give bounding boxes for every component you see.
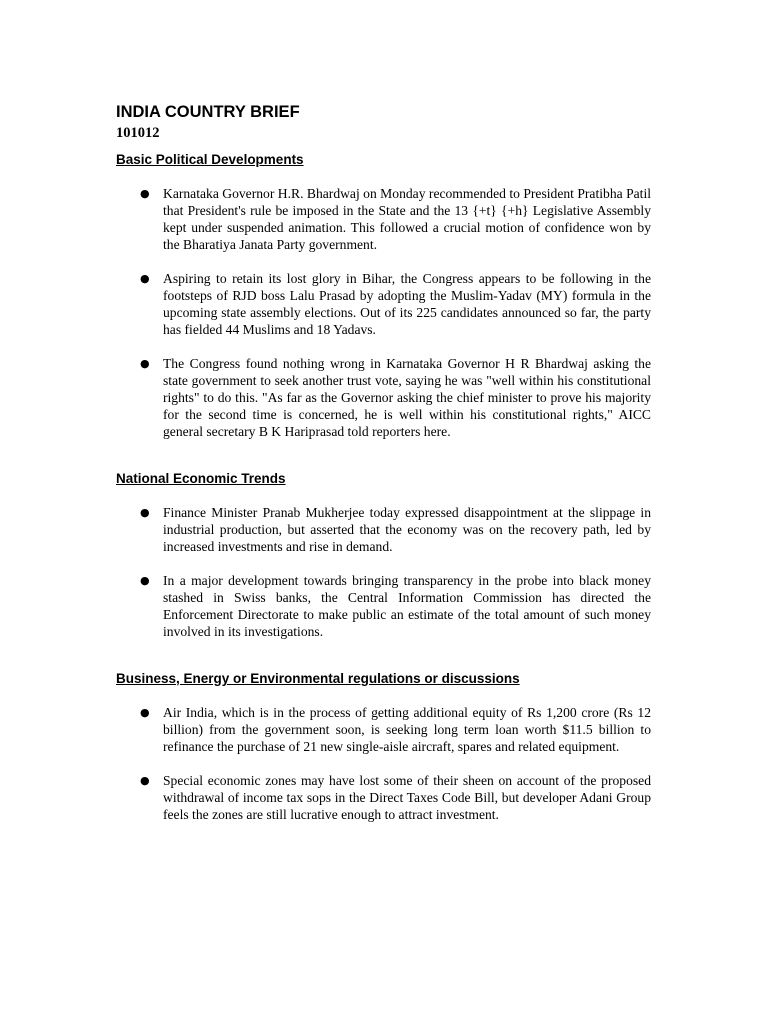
document-code: 101012 [116,125,160,141]
list-item [116,572,651,640]
bullet-icon: ● [140,706,150,719]
bullet-icon: ● [140,506,150,519]
bullet-list [116,185,651,440]
bullet-icon: ● [140,187,150,200]
document-page [116,102,651,823]
section-economic-trends [116,470,651,640]
bullet-icon: ● [140,357,150,370]
list-item [116,772,651,823]
list-item [116,704,651,755]
list-item [116,185,651,253]
list-item-text: Air India, which is in the process of getting additional equity of Rs 1,200 crore (Rs 12 billion) from the government soon, is seeking long term loan worth $11.5 billion to refinance the purchase of 21 new single-aisle aircraft, spares and related equipment. [163,705,651,754]
section-heading: National Economic Trends [116,471,286,486]
section-heading: Business, Energy or Environmental regulations or discussions [116,671,520,686]
list-item-text: Aspiring to retain its lost glory in Bihar, the Congress appears to be following in the footsteps of RJD boss Lalu Prasad by adopting the Muslim-Yadav (MY) formula in the upcoming state assembly elections. Out of its 225 candidates announced so far, the party has fielded 44 Muslims and 18 Yadavs. [163,271,651,337]
bullet-icon: ● [140,774,150,787]
list-item [116,355,651,440]
list-item-text: Special economic zones may have lost some of their sheen on account of the proposed withdrawal of income tax sops in the Direct Taxes Code Bill, but developer Adani Group feels the zones are still lucrative enough to attract investment. [163,773,651,822]
list-item-text: Karnataka Governor H.R. Bhardwaj on Monday recommended to President Pratibha Patil that President's rule be imposed in the State and the 13 {+t} {+h} Legislative Assembly kept under suspended animation. This followed a crucial motion of confidence won by the Bharatiya Janata Party government. [163,186,651,252]
section-political-developments [116,151,651,440]
document-title: INDIA COUNTRY BRIEF [116,103,300,121]
list-item-text: The Congress found nothing wrong in Karnataka Governor H R Bhardwaj asking the state government to seek another trust vote, saying he was "well within his constitutional rights" to do this. "As far as the Governor asking the chief minister to prove his majority for the second time is concerned, he is well within his constitutional rights," AICC general secretary B K Hariprasad told reporters here. [163,356,651,439]
list-item-text: In a major development towards bringing transparency in the probe into black money stashed in Swiss banks, the Central Information Commission has directed the Enforcement Directorate to make public an estimate of the total amount of such money involved in its investigations. [163,573,651,639]
bullet-list [116,704,651,823]
list-item-text: Finance Minister Pranab Mukherjee today expressed disappointment at the slippage in industrial production, but asserted that the economy was on the recovery path, led by increased investments and rise in demand. [163,505,651,554]
list-item [116,504,651,555]
bullet-icon: ● [140,574,150,587]
list-item [116,270,651,338]
section-heading: Basic Political Developments [116,152,304,167]
section-business-regulations [116,670,651,823]
bullet-list [116,504,651,640]
bullet-icon: ● [140,272,150,285]
